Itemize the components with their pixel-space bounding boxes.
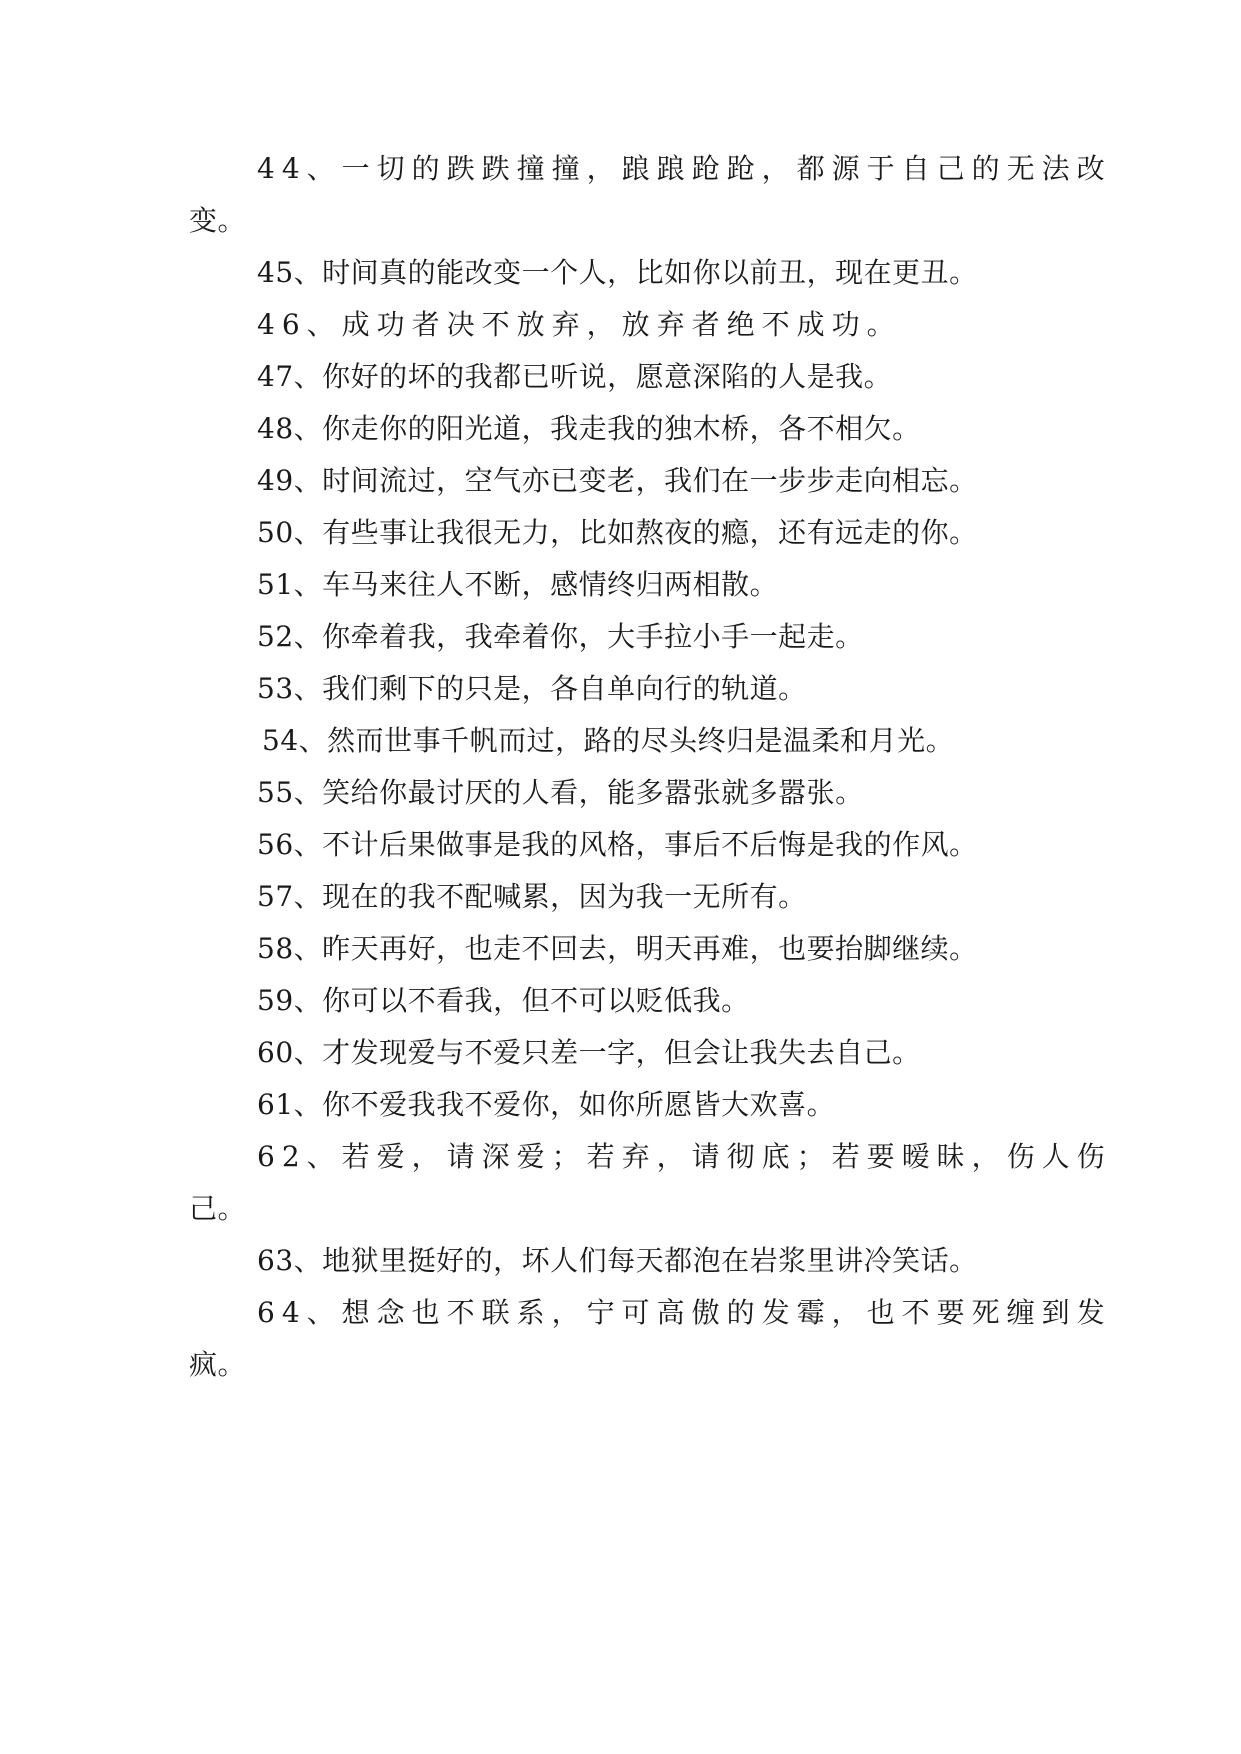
list-item-57: 57、现在的我不配喊累，因为我一无所有。 <box>257 880 807 913</box>
list-item-55: 55、笑给你最讨厌的人看，能多嚣张就多嚣张。 <box>257 776 864 809</box>
list-item-61: 61、你不爱我我不爱你，如你所愿皆大欢喜。 <box>257 1088 836 1121</box>
list-item-58: 58、昨天再好，也走不回去，明天再难，也要抬脚继续。 <box>257 932 978 965</box>
list-item-44: 44、一切的跌跌撞撞，踉踉跄跄，都源于自己的无法改 <box>257 152 1112 185</box>
list-item-52: 52、你牵着我，我牵着你，大手拉小手一起走。 <box>257 620 864 653</box>
list-item-64: 64、想念也不联系，宁可高傲的发霉，也不要死缠到发 <box>257 1296 1112 1329</box>
list-item-46: 46、成功者决不放弃，放弃者绝不成功。 <box>257 308 902 341</box>
list-item-49: 49、时间流过，空气亦已变老，我们在一步步走向相忘。 <box>257 464 978 497</box>
list-item-63: 63、地狱里挺好的，坏人们每天都泡在岩浆里讲冷笑话。 <box>257 1244 978 1277</box>
list-item-62-continuation: 己。 <box>189 1192 247 1225</box>
list-item-50: 50、有些事让我很无力，比如熬夜的瘾，还有远走的你。 <box>257 516 978 549</box>
list-item-53: 53、我们剩下的只是，各自单向行的轨道。 <box>257 672 807 705</box>
list-item-44-continuation: 变。 <box>189 204 247 237</box>
list-item-51: 51、车马来往人不断，感情终归两相散。 <box>257 568 779 601</box>
list-item-48: 48、你走你的阳光道，我走我的独木桥，各不相欠。 <box>257 412 921 445</box>
list-item-54: 54、然而世事千帆而过，路的尽头终归是温柔和月光。 <box>262 724 955 757</box>
list-item-62: 62、若爱，请深爱；若弃，请彻底；若要暧昧，伤人伤 <box>257 1140 1112 1173</box>
list-item-59: 59、你可以不看我，但不可以贬低我。 <box>257 984 750 1017</box>
list-item-64-continuation: 疯。 <box>189 1348 247 1381</box>
list-item-47: 47、你好的坏的我都已听说，愿意深陷的人是我。 <box>257 360 893 393</box>
list-item-60: 60、才发现爱与不爱只差一字，但会让我失去自己。 <box>257 1036 921 1069</box>
list-item-45: 45、时间真的能改变一个人，比如你以前丑，现在更丑。 <box>257 256 978 289</box>
list-item-56: 56、不计后果做事是我的风格，事后不后悔是我的作风。 <box>257 828 978 861</box>
